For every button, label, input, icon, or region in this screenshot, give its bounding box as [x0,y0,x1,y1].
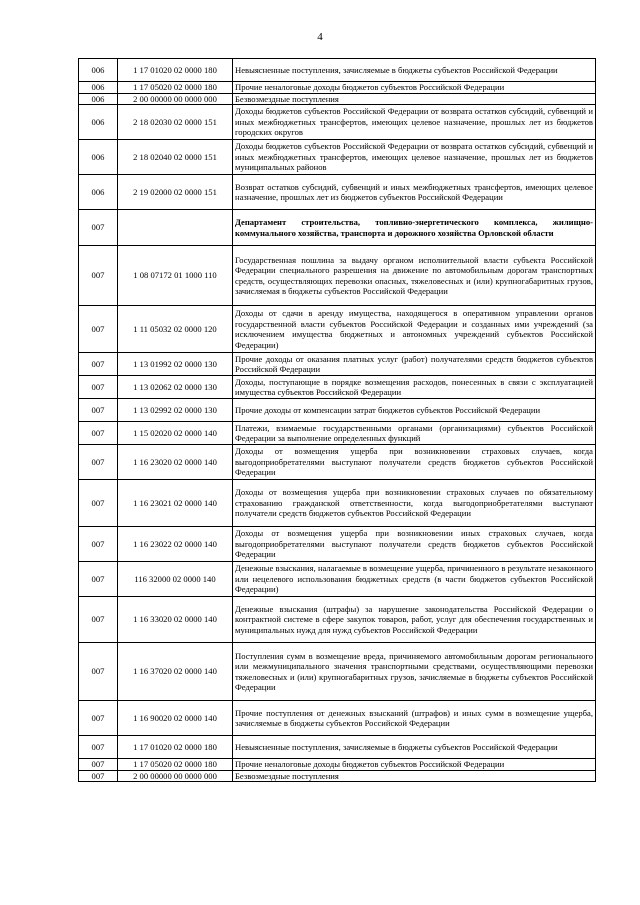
admin-code-cell: 007 [79,527,118,562]
admin-code-cell: 007 [79,306,118,353]
table-row [79,82,596,94]
income-codes-table [78,58,596,782]
income-description-cell: Доходы бюджетов субъектов Российской Федерации от возврата остатков субсидий, субвенций и иных межбюджетных трансфертов, имеющих целевое назначение, прошлых лет из бюджетов муниципальных районов [233,140,596,175]
admin-code-cell: 007 [79,562,118,597]
income-code-cell: 1 16 23021 02 0000 140 [118,480,233,527]
table-row [79,597,596,643]
admin-code-cell: 006 [79,59,118,82]
income-description-cell: Прочие доходы от оказания платных услуг (работ) получателями средств бюджетов субъектов Российской Федерации [233,353,596,376]
income-description-cell: Доходы от сдачи в аренду имущества, находящегося в оперативном управлении органов государственной власти субъектов Российской Федерации и созданных ими учреждений (за исключением имущества бюджетных и автономных учреждений субъектов Российской Федерации) [233,306,596,353]
page-number: 4 [317,31,323,43]
admin-code-cell: 007 [79,770,118,782]
income-description-cell: Прочие поступления от денежных взысканий (штрафов) и иных сумм в возмещение ущерба, зачисляемые в бюджеты субъектов Российской Федерации [233,701,596,736]
income-code-cell: 1 16 90020 02 0000 140 [118,701,233,736]
table-row [79,399,596,422]
table-row [79,527,596,562]
income-description-cell: Прочие неналоговые доходы бюджетов субъектов Российской Федерации [233,759,596,771]
table-row [79,701,596,736]
income-code-cell: 1 17 01020 02 0000 180 [118,59,233,82]
admin-code-cell: 007 [79,480,118,527]
table-row [79,562,596,597]
income-description-cell: Невыясненные поступления, зачисляемые в бюджеты субъектов Российской Федерации [233,59,596,82]
income-code-cell: 1 17 01020 02 0000 180 [118,736,233,759]
table-row [79,210,596,246]
income-description-cell: Доходы от возмещения ущерба при возникновении страховых случаев, когда выгодоприобретателями выступают получатели средств бюджетов субъектов Российской Федерации [233,445,596,480]
income-code-cell: 1 16 33020 02 0000 140 [118,597,233,643]
admin-code-cell: 007 [79,246,118,306]
table-row [79,422,596,445]
table-body [79,59,596,782]
table-row [79,770,596,782]
income-description-cell: Доходы от возмещения ущерба при возникновении иных страховых случаев, когда выгодоприобретателями выступают получатели средств бюджетов субъектов Российской Федерации [233,527,596,562]
income-description-cell: Доходы бюджетов субъектов Российской Федерации от возврата остатков субсидий, субвенций и иных межбюджетных трансфертов, имеющих целевое назначение, прошлых лет из бюджетов городских округов [233,105,596,140]
table-row [79,736,596,759]
income-description-cell: Департамент строительства, топливно-энергетического комплекса, жилищно-коммунального хозяйства, транспорта и дорожного хозяйства Орловской области [233,210,596,246]
table-row [79,175,596,210]
admin-code-cell: 007 [79,643,118,701]
table-row [79,376,596,399]
income-code-cell: 1 15 02020 02 0000 140 [118,422,233,445]
income-code-cell: 2 18 02040 02 0000 151 [118,140,233,175]
table-row [79,643,596,701]
admin-code-cell: 007 [79,701,118,736]
income-code-cell: 1 16 23022 02 0000 140 [118,527,233,562]
admin-code-cell: 007 [79,422,118,445]
admin-code-cell: 006 [79,82,118,94]
table-row [79,105,596,140]
admin-code-cell: 006 [79,105,118,140]
table-row [79,445,596,480]
admin-code-cell: 007 [79,376,118,399]
admin-code-cell: 006 [79,93,118,105]
table-row [79,59,596,82]
income-code-cell: 1 13 02062 02 0000 130 [118,376,233,399]
income-code-cell: 1 16 23020 02 0000 140 [118,445,233,480]
income-code-cell: 1 13 01992 02 0000 130 [118,353,233,376]
income-code-cell: 1 11 05032 02 0000 120 [118,306,233,353]
table-row [79,140,596,175]
income-description-cell: Доходы, поступающие в порядке возмещения расходов, понесенных в связи с эксплуатацией имущества субъектов Российской Федерации [233,376,596,399]
income-description-cell: Государственная пошлина за выдачу органом исполнительной власти субъекта Российской Федерации специального разрешения на движение по автомобильным дорогам транспортных средств, осуществляющих перевозки опасных, тяжеловесных и (или) крупногабаритных грузов, зачисляемая в бюджеты субъектов Российской Федерации [233,246,596,306]
income-description-cell: Денежные взыскания (штрафы) за нарушение законодательства Российской Федерации о контрактной системе в сфере закупок товаров, работ, услуг для обеспечения государственных и муниципальных нужд для нужд субъектов Российской Федерации [233,597,596,643]
income-description-cell: Безвозмездные поступления [233,770,596,782]
income-description-cell: Возврат остатков субсидий, субвенций и иных межбюджетных трансфертов, имеющих целевое назначение, прошлых лет из бюджетов субъектов Российской Федерации [233,175,596,210]
income-code-cell: 2 00 00000 00 0000 000 [118,770,233,782]
income-code-cell: 2 19 02000 02 0000 151 [118,175,233,210]
income-code-cell: 1 17 05020 02 0000 180 [118,82,233,94]
income-code-cell: 1 08 07172 01 1000 110 [118,246,233,306]
income-description-cell: Прочие неналоговые доходы бюджетов субъектов Российской Федерации [233,82,596,94]
income-code-cell: 1 16 37020 02 0000 140 [118,643,233,701]
income-description-cell: Доходы от возмещения ущерба при возникновении страховых случаев по обязательному страхованию гражданской ответственности, когда выгодоприобретателями выступают получатели средств бюджетов субъектов Российской Федерации [233,480,596,527]
admin-code-cell: 006 [79,140,118,175]
table-row [79,93,596,105]
table-row [79,759,596,771]
income-code-cell: 2 18 02030 02 0000 151 [118,105,233,140]
income-description-cell: Денежные взыскания, налагаемые в возмещение ущерба, причиненного в результате незаконного или нецелевого использования бюджетных средств (в части бюджетов субъектов Российской Федерации) [233,562,596,597]
income-code-cell [118,210,233,246]
admin-code-cell: 007 [79,759,118,771]
admin-code-cell: 007 [79,445,118,480]
table-row [79,306,596,353]
table-row [79,480,596,527]
admin-code-cell: 007 [79,353,118,376]
income-code-cell: 1 13 02992 02 0000 130 [118,399,233,422]
income-description-cell: Поступления сумм в возмещение вреда, причиняемого автомобильным дорогам регионального или межмуниципального значения транспортными средствами, осуществляющими перевозки тяжеловесных и (или) крупногабаритных грузов, зачисляемые в бюджеты субъектов Российской Федерации [233,643,596,701]
admin-code-cell: 007 [79,399,118,422]
table-row [79,246,596,306]
income-code-cell: 116 32000 02 0000 140 [118,562,233,597]
income-description-cell: Платежи, взимаемые государственными органами (организациями) субъектов Российской Федерации за выполнение определенных функций [233,422,596,445]
income-code-cell: 2 00 00000 00 0000 000 [118,93,233,105]
income-description-cell: Невыясненные поступления, зачисляемые в бюджеты субъектов Российской Федерации [233,736,596,759]
admin-code-cell: 006 [79,175,118,210]
income-code-cell: 1 17 05020 02 0000 180 [118,759,233,771]
admin-code-cell: 007 [79,597,118,643]
income-description-cell: Безвозмездные поступления [233,93,596,105]
admin-code-cell: 007 [79,210,118,246]
admin-code-cell: 007 [79,736,118,759]
table-row [79,353,596,376]
income-description-cell: Прочие доходы от компенсации затрат бюджетов субъектов Российской Федерации [233,399,596,422]
